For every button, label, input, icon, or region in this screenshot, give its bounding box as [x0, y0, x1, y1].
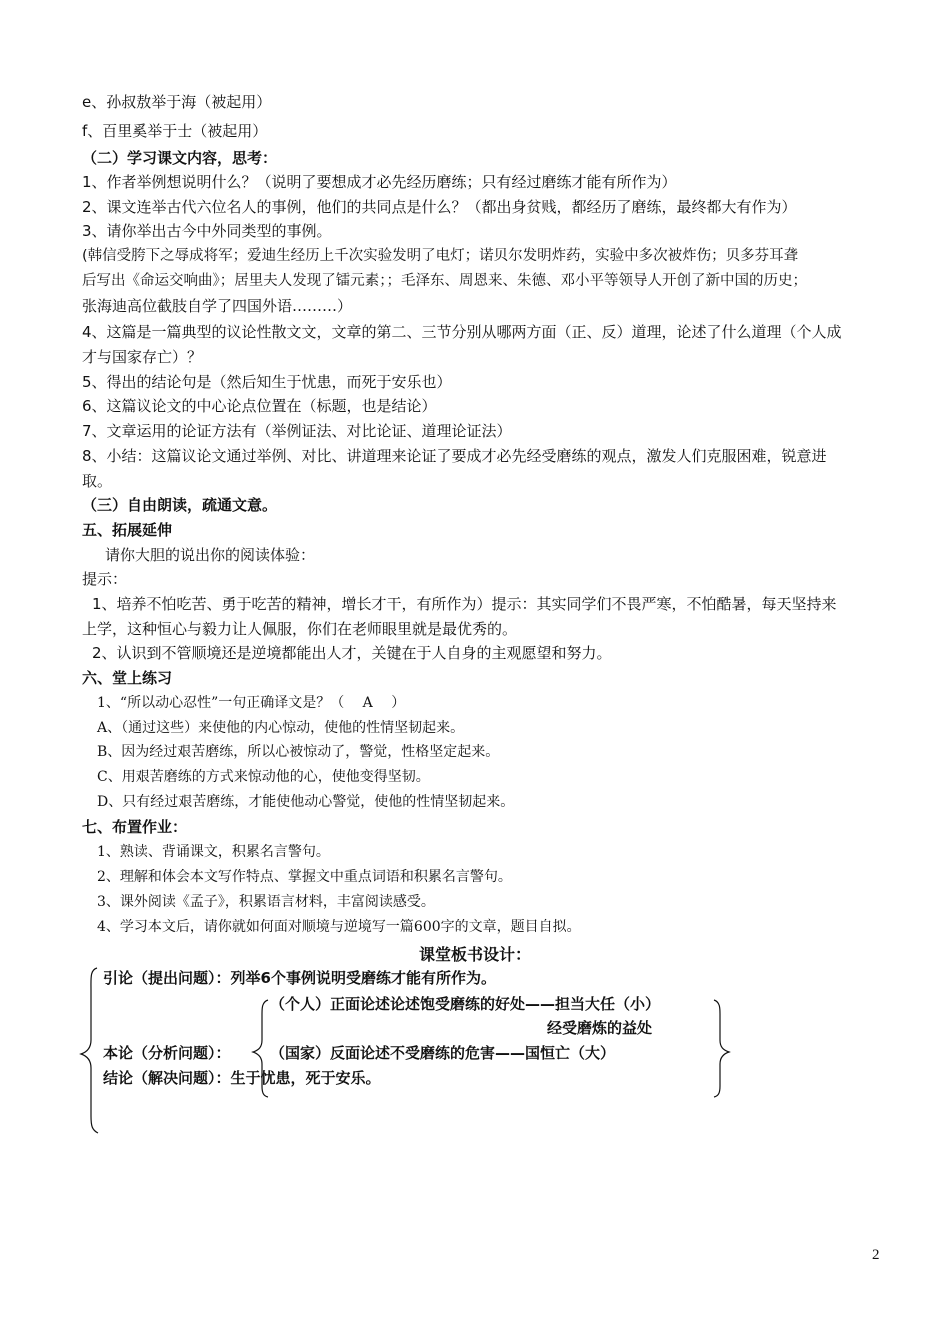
question-5: 5、得出的结论句是（然后知生于忧患，而死于安乐也） — [82, 373, 452, 391]
question-4-line-1: 4、这篇是一篇典型的议论性散文文，文章的第二、三节分别从哪两方面（正、反）道理，论述了什么道理（个人成 — [82, 323, 842, 341]
homework-4: 4、学习本文后，请你就如何面对顺境与逆境写一篇600字的文章，题目自拟。 — [97, 919, 581, 935]
board-body-label: 本论（分析问题）： — [103, 1044, 231, 1062]
question-2: 2、课文连举古代六位名人的事例，他们的共同点是什么？（都出身贫贱，都经历了磨练，最终都大有作为） — [82, 198, 797, 216]
tip-1-line-1: 1、培养不怕吃苦、勇于吃苦的精神，增长才干，有所作为）提示：其实同学们不畏严寒，不怕酷暑，每天坚持来 — [92, 595, 837, 613]
tip-label: 提示： — [82, 570, 128, 588]
option-a: A、（通过这些）来使他的内心惊动，使他的性情坚韧起来。 — [97, 720, 465, 736]
board-body-benefit: 经受磨炼的益处 — [547, 1019, 653, 1037]
homework-3: 3、课外阅读《孟子》，积累语言材料，丰富阅读感受。 — [97, 894, 435, 910]
heading-extension: 五、拓展延伸 — [82, 521, 173, 539]
section-heading-2: （二）学习课文内容，思考： — [82, 149, 278, 167]
tip-1-line-2: 上学，这种恒心与毅力让人佩服，你们在老师眼里就是最优秀的。 — [82, 620, 518, 638]
page-number: 2 — [872, 1247, 880, 1263]
board-design-title: 课堂板书设计： — [418, 945, 531, 964]
board-introduction: 引论（提出问题）：列举6个事例说明受磨练才能有所作为。 — [103, 969, 496, 987]
option-b: B、因为经过艰苦磨练，所以心被惊动了，警觉，性格坚定起来。 — [97, 744, 500, 760]
question-3: 3、请你举出古今中外同类型的事例。 — [82, 222, 332, 240]
question-7: 7、文章运用的论证方法有（举例证法、对比论证、道理论证法） — [82, 422, 512, 440]
option-d: D、只有经过艰苦磨练，才能使他动心警觉，使他的性情坚韧起来。 — [97, 794, 515, 810]
examples-line-1: (韩信受胯下之辱成将军；爱迪生经历上千次实验发明了电灯；诺贝尔发明炸药，实验中多次被炸伤；贝多芬耳聋 — [82, 248, 799, 264]
tip-2: 2、认识到不管顺境还是逆境都能出人才，关键在于人自身的主观愿望和努力。 — [92, 644, 612, 662]
reading-prompt: 请你大胆的说出你的阅读体验： — [105, 546, 316, 564]
homework-2: 2、理解和体会本文写作特点、掌握文中重点词语和积累名言警句。 — [97, 869, 512, 885]
board-conclusion: 结论（解决问题）：生于忧患，死于安乐。 — [103, 1069, 381, 1087]
question-1: 1、作者举例想说明什么？（说明了要想成才必先经历磨练；只有经过磨练才能有所作为） — [82, 173, 677, 191]
homework-1: 1、熟读、背诵课文，积累名言警句。 — [97, 844, 330, 860]
practice-question: 1、“所以动心忍性”一句正确译文是？（ A ） — [97, 695, 406, 711]
text-line-f: f、百里奚举于士（被起用） — [82, 122, 268, 140]
question-4-line-2: 才与国家存亡）？ — [82, 348, 203, 366]
heading-practice: 六、堂上练习 — [82, 669, 173, 687]
examples-line-3: 张海迪高位截肢自学了四国外语………） — [82, 297, 353, 315]
board-body-negative: （国家）反面论述不受磨练的危害——国恒亡（大） — [270, 1044, 616, 1062]
question-8-line-2: 取。 — [82, 472, 113, 490]
question-6: 6、这篇议论文的中心论点位置在（标题，也是结论） — [82, 397, 437, 415]
heading-homework: 七、布置作业： — [82, 818, 188, 836]
section-heading-3: （三）自由朗读，疏通文意。 — [82, 496, 278, 514]
question-8-line-1: 8、小结：这篇议论文通过举例、对比、讲道理来论证了要成才必先经受磨练的观点，激发人们克服困难，锐意进 — [82, 447, 827, 465]
text-line-e: e、孙叔敖举于海（被起用） — [82, 93, 272, 111]
option-c: C、用艰苦磨练的方式来惊动他的心，使他变得坚韧。 — [97, 769, 430, 785]
examples-line-2: 后写出《命运交响曲》；居里夫人发现了镭元素；；毛泽东、周恩来、朱德、邓小平等领导人开创了新中国的历史； — [82, 273, 807, 289]
board-body-positive: （个人）正面论述论述饱受磨练的好处——担当大任（小） — [270, 995, 661, 1013]
